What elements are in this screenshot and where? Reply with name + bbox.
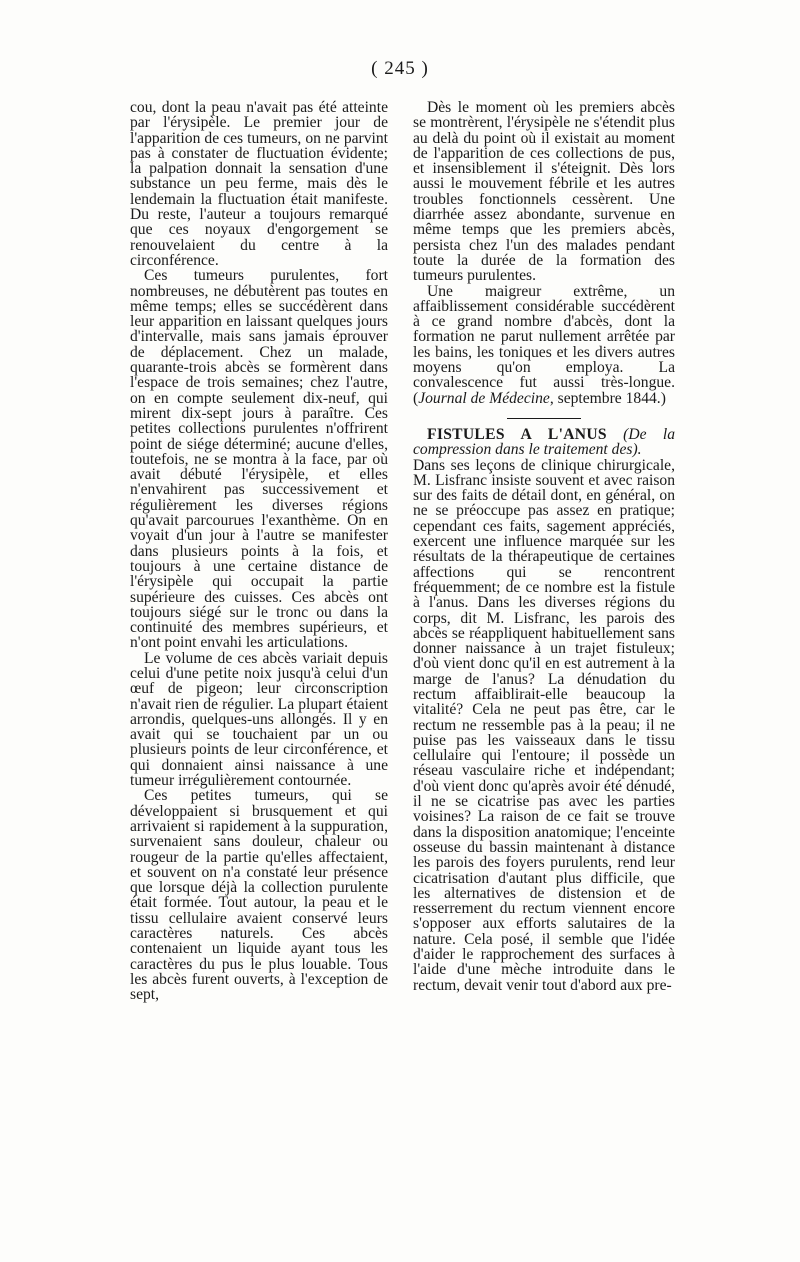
page-number: ( 245 ) (371, 58, 429, 79)
left-paragraph-4: Ces petites tumeurs, qui se développaient si brusquement et qui arrivaient si rapidement à la suppuration, survenaient sans douleur, chaleur ou rougeur de la partie qu'elles affectaient, et souvent on n'a constaté leur présence que lorsque déjà la collection purulente était formée. Tout autour, la peau et le tissu cellulaire avaient conservé leurs caractères naturels. Ces abcès contenaient un liquide ayant tous les caractères du pus le plus louable. Tous les abcès furent ouverts, à l'exception de sept, (130, 787, 388, 1004)
section-title: FISTULES A L'ANUS (427, 425, 607, 443)
right-paragraph-3: Dans ses leçons de clinique chirurgicale, M. Lisfranc insiste souvent et avec raison sur des faits de détail dont, en général, on ne se préoccupe pas assez en pratique; cependant ces faits, sagement appréciés, exercent une influence marquée sur les résultats de la thérapeutique de certaines affections qui se rencontrent fréquemment; de ce nombre est la fistule à l'anus. Dans les diverses régions du corps, dit M. Lisfranc, les parois des abcès se réappliquent habituellement sans donner naissance à un trajet fistuleux; d'où vient donc qu'il en est autrement à la marge de l'anus? La dénudation du rectum affaiblirait-elle beaucoup la vitalité? Cela ne peut pas être, car le rectum ne ressemble pas à la peau; il ne puise pas les vaisseaux dans le tissu cellulaire qui l'entoure; il possède un réseau vasculaire riche et indépendant; d'où vient donc qu'après avoir été dénudé, il ne se cicatrise pas avec les parties voisines? La raison de ce fait se trouve dans la disposition anatomique; l'enceinte osseuse du bassin maintenant à distance les parois des foyers purulents, rend leur cicatrisation d'autant plus difficile, que les alternatives de distension et de resserrement du rectum viennent encore s'opposer aux efforts salutaires de la nature. Cela posé, il semble que l'idée d'aider le rapprochement des surfaces à l'aide d'une mèche introduite dans le rectum, devait venir tout d'abord aux pre- (413, 456, 675, 994)
right-paragraph-1: Dès le moment où les premiers abcès se montrèrent, l'érysipèle ne s'étendit plus au delà du point où il existait au moment de l'apparition de ces collections de pus, et insensiblement il s'éteignit. Dès lors aussi le mouvement fébrile et les autres troubles fonctionnels cessèrent. Une diarrhée assez abondante, survenue en même temps que les premiers abcès, persista chez l'un des malades pendant toute la durée de la formation des tumeurs purulentes. (413, 99, 675, 285)
citation-journal: Journal de Médecine (418, 389, 550, 407)
right-paragraph-2-text: Une maigreur extrême, un affaiblissement considérable succédèrent à ce grand nombre d'abcès, dont la formation ne parut nullement arrêtée par les bains, les toniques et les divers autres moyens qu'on employa. La convalescence fut aussi très-longue. (413, 282, 675, 392)
section-divider (507, 418, 581, 419)
citation-open: ( (413, 389, 419, 407)
right-column (413, 100, 675, 993)
section-heading-line (413, 427, 675, 458)
left-paragraph-1: cou, dont la peau n'avait pas été atteinte par l'érysipèle. Le premier jour de l'apparition de ces tumeurs, on ne parvint pas à constater de fluctuation évidente; la palpation donnait la sensation d'une substance un peu ferme, mais dès le lendemain la fluctuation était manifeste. Du reste, l'auteur a toujours remarqué que ces noyaux d'engorgement se renouvelaient du centre à la circonférence. (130, 99, 388, 269)
left-paragraph-3: Le volume de ces abcès variait depuis celui d'une petite noix jusqu'à celui d'un œuf de pigeon; leur circonscription n'avait rien de régulier. La plupart étaient arrondis, quelques-uns allongés. Il y en avait qui se touchaient par un ou plusieurs points de leur circonférence, et qui donnaient ainsi naissance à une tumeur irrégulièrement contournée. (130, 649, 388, 790)
right-paragraph-2 (413, 284, 675, 406)
citation-rest: , septembre 1844.) (549, 389, 666, 407)
left-paragraph-2: Ces tumeurs purulentes, fort nombreuses, ne débutèrent pas toutes en même temps; elles se succédèrent dans leur apparition en laissant quelques jours d'intervalle, mais sans jamais éprouver de déplacement. Chez un malade, quarante-trois abcès se formèrent dans l'espace de trois semaines; chez l'autre, on en compte seulement dix-neuf, qui mirent dix-sept jours à paraître. Ces petites collections purulentes n'offrirent point de siége déterminé; aucune d'elles, toutefois, ne se montra à la face, par où avait débuté l'érysipèle, et elles n'envahirent pas successivement et régulièrement les diverses régions qu'avait parcourues l'exanthème. On en voyait d'un jour à l'autre se manifester dans plusieurs points à la fois, et toujours à une certaine distance de l'érysipèle qui occupait la partie supérieure des cuisses. Ces abcès ont toujours siégé sur le tronc ou dans la continuité des membres supérieurs, et n'ont point envahi les articulations. (130, 267, 388, 652)
section-subtitle: (De la compression dans le traitement des). (413, 425, 675, 459)
left-column (130, 100, 388, 1003)
